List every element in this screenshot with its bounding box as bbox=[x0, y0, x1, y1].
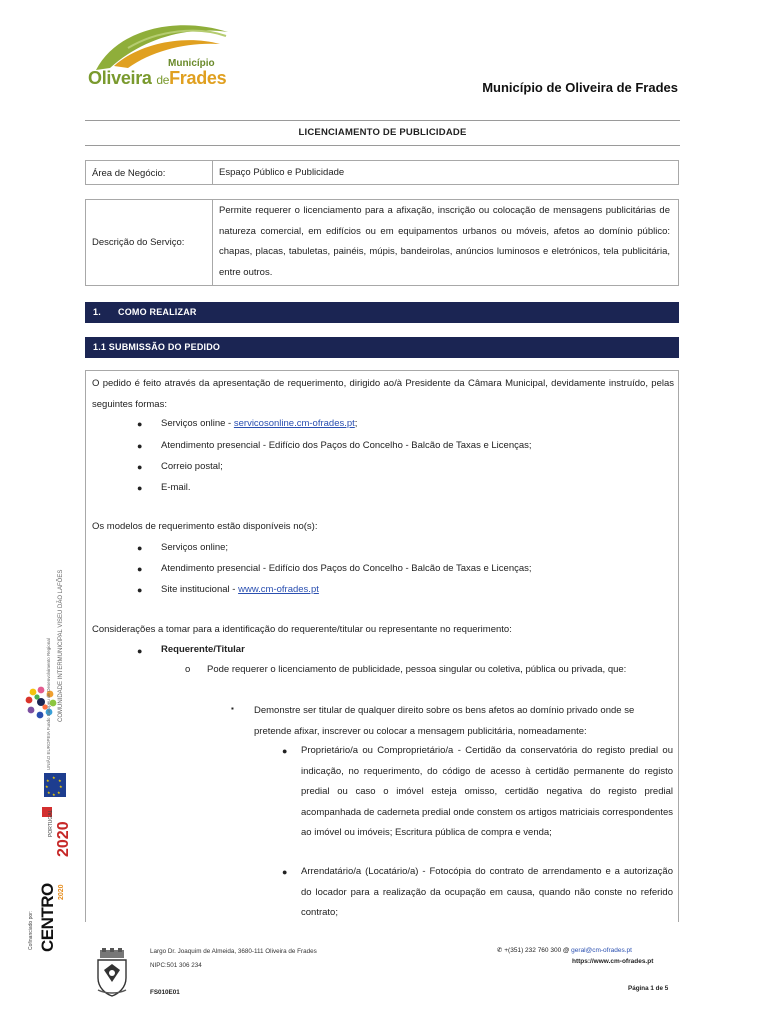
bullet-icon: ● bbox=[137, 564, 143, 574]
list-item: Atendimento presencial - Edifício dos Paços do Concelho - Balcão de Taxas e Licenças; bbox=[161, 563, 532, 574]
centro-years-text: 2020 bbox=[58, 884, 65, 900]
description-value: Permite requerer o licenciamento para a afixação, inscrição ou colocação de mensagens publicitárias de natureza comercial, em edifícios ou em equipamentos urbanos ou móveis, afetos ao domínio público: chapas, placas, tabuletas, painéis, múpis, bandeirolas, anúncios luminosos e eletrónicos, tela publicitária, entre outros. bbox=[219, 205, 670, 278]
centro-2020-logo bbox=[38, 872, 70, 952]
list-item: Correio postal; bbox=[161, 461, 223, 472]
ue-text: UNIÃO EUROPEIA Fundo Europeu de Desenvolvimento Regional bbox=[46, 638, 51, 770]
square-bullet-icon: ▪ bbox=[231, 704, 234, 713]
bullet-icon: ● bbox=[137, 462, 143, 472]
description-box bbox=[85, 199, 679, 286]
logo-municipio-text: Município bbox=[168, 58, 215, 69]
coat-of-arms-icon bbox=[92, 948, 132, 998]
logo-frades: Frades bbox=[169, 68, 227, 88]
bullet-icon: ● bbox=[137, 483, 143, 493]
logo-wordmark bbox=[88, 68, 226, 89]
footer-contacts bbox=[497, 946, 632, 954]
footer-address: Largo Dr. Joaquim de Almeida, 3680-111 Oliveira de Frades bbox=[150, 948, 317, 955]
at-icon: @ bbox=[563, 947, 570, 954]
list-item: Serviços online - servicosonline.cm-ofrades.pt; bbox=[161, 418, 358, 429]
models-intro: Os modelos de requerimento estão disponíveis no(s): bbox=[92, 521, 318, 532]
bullet-icon: ● bbox=[137, 419, 143, 429]
footer-website-link[interactable]: https://www.cm-ofrades.pt bbox=[572, 958, 654, 965]
centro-text: CENTRO bbox=[38, 883, 57, 952]
phone-icon: ✆ bbox=[497, 947, 503, 954]
area-value: Espaço Público e Publicidade bbox=[219, 167, 345, 178]
subsection-title: 1.1 SUBMISSÃO DO PEDIDO bbox=[93, 342, 221, 352]
logo-oliveira: Oliveira bbox=[88, 68, 152, 88]
p2020-text: 2020 bbox=[55, 821, 72, 857]
considerations-paragraph: Considerações a tomar para a identificação do requerente/titular ou representante no requerimento: bbox=[92, 624, 512, 635]
viseu-dao-lafoes-logo bbox=[24, 685, 58, 719]
list-item: Atendimento presencial - Edifício dos Paços do Concelho - Balcão de Taxas e Licenças; bbox=[161, 440, 532, 451]
footer-email-link[interactable]: geral@cm-ofrades.pt bbox=[571, 947, 632, 954]
section-bar-1 bbox=[85, 302, 679, 323]
cell-divider bbox=[212, 200, 213, 285]
footer-code: FS010E01 bbox=[150, 989, 180, 996]
document-title: LICENCIAMENTO DE PUBLICIDADE bbox=[298, 127, 467, 138]
bullet-icon: ● bbox=[137, 585, 143, 595]
requerente-heading: Requerente/Titular bbox=[161, 644, 245, 655]
divider bbox=[85, 145, 680, 146]
divider bbox=[85, 120, 680, 121]
list-item: E-mail. bbox=[161, 482, 191, 493]
bullet-icon: ● bbox=[137, 441, 143, 451]
portugal-2020-logo bbox=[40, 805, 72, 857]
section-number: 1. bbox=[93, 307, 101, 317]
bullet-icon: ● bbox=[282, 867, 288, 877]
arrendatario-paragraph: Arrendatário/a (Locatário/a) - Fotocópia do contrato de arrendamento e a autorização do locador para a realização da ocupação em causa, quando não conste no referido contrato; bbox=[301, 866, 673, 918]
cell-divider bbox=[212, 161, 213, 184]
footer-page-number: Página 1 de 5 bbox=[628, 985, 669, 992]
demonstre-paragraph: Demonstre ser titular de qualquer direito sobre os bens afetos ao domínio privado onde se pretende afixar, inscrever ou colocar a mensagem publicitária, nomeadamente: bbox=[254, 705, 635, 737]
bullet-o: o bbox=[185, 664, 191, 675]
area-label: Área de Negócio: bbox=[92, 168, 166, 179]
section-title: COMO REALIZAR bbox=[118, 307, 197, 317]
list-item: Site institucional - www.cm-ofrades.pt bbox=[161, 584, 319, 595]
proprietario-paragraph: Proprietário/a ou Comproprietário/a - Certidão da conservatória do registo predial ou indicação, no requerimento, do código de acesso à certidão permanente do registo predial ou caso o imóvel esteja omisso, certidão negativa do registo predial acompanhada de caderneta predial onde constem os artigos matriciais correspondentes ao imóvel ou imóveis; Escritura pública de compra e venda; bbox=[301, 745, 673, 838]
area-box bbox=[85, 160, 679, 185]
intro-paragraph: O pedido é feito através da apresentação de requerimento, dirigido ao/à Presidente da Câmara Municipal, devidamente instruído, pelas seguintes formas: bbox=[92, 378, 674, 410]
footer-phone: +(351) 232 760 300 bbox=[504, 947, 562, 954]
eu-flag-icon: ★ ★ ★ ★ ★ ★ ★ ★ bbox=[44, 773, 66, 797]
portugal-text: PORTUGAL bbox=[48, 809, 54, 837]
servicos-online-link[interactable]: servicosonline.cm-ofrades.pt bbox=[233, 418, 355, 429]
bullet-icon: ● bbox=[137, 543, 143, 553]
bullet-icon: ● bbox=[282, 746, 288, 756]
municipality-logo bbox=[88, 18, 238, 96]
bullet-icon: ● bbox=[137, 646, 143, 656]
section-bar-1-1 bbox=[85, 337, 679, 358]
municipality-title: Município de Oliveira de Frades bbox=[482, 80, 678, 95]
pode-requerer-paragraph: Pode requerer o licenciamento de publicidade, pessoa singular ou coletiva, pública ou privada, que: bbox=[207, 664, 627, 675]
site-institucional-link[interactable]: www.cm-ofrades.pt bbox=[238, 584, 319, 595]
viseu-text: COMUNIDADE INTERMUNICIPAL VISEU DÃO LAFÕES bbox=[58, 569, 64, 722]
cofinanciado-text: Cofinanciado por: bbox=[28, 910, 34, 950]
description-label: Descrição do Serviço: bbox=[92, 237, 185, 248]
footer-nipc: NIPC:501 306 234 bbox=[150, 962, 202, 969]
list-item: Serviços online; bbox=[161, 542, 229, 553]
logo-de: de bbox=[156, 73, 170, 87]
